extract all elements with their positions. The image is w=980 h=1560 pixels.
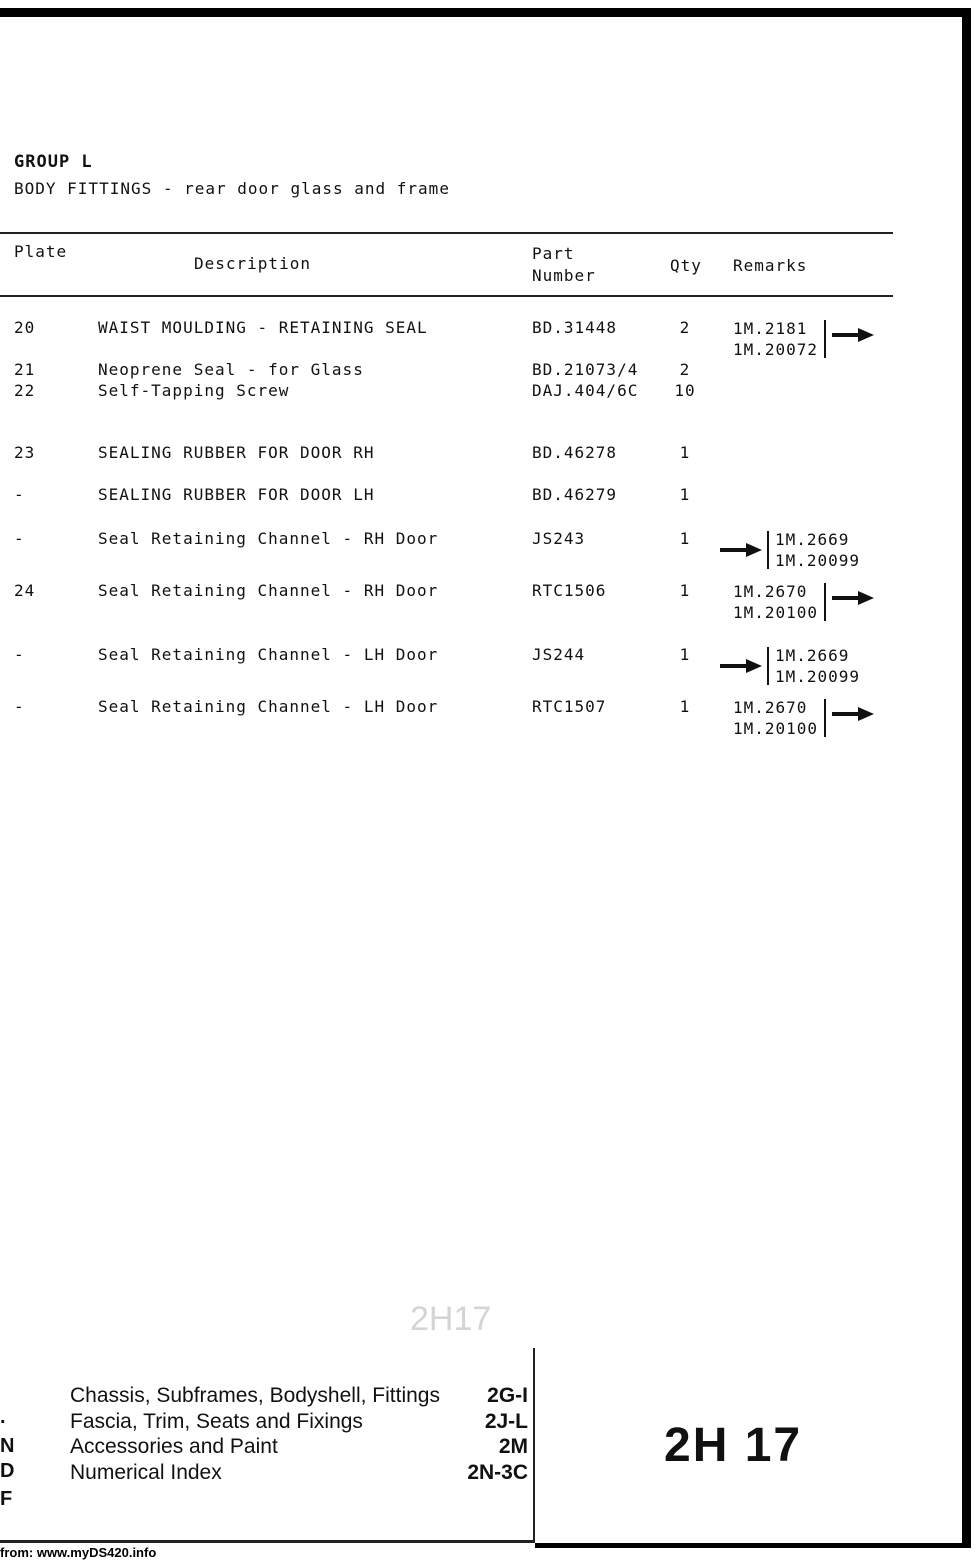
header-part-line1: Part xyxy=(532,244,575,263)
header-description: Description xyxy=(194,254,311,273)
cell-part-number: BD.46279 xyxy=(532,485,618,504)
cell-qty: 2 xyxy=(679,360,691,379)
table-row xyxy=(0,381,893,400)
table-row xyxy=(0,360,893,379)
cell-part-number: BD.31448 xyxy=(532,318,618,337)
header-remarks: Remarks xyxy=(733,256,808,275)
remark-line: 1M.20072 xyxy=(733,340,819,359)
cell-qty: 1 xyxy=(679,443,691,462)
arrow-right-icon xyxy=(832,328,874,342)
cell-remarks xyxy=(733,697,818,739)
cell-description: SEALING RUBBER FOR DOOR LH xyxy=(98,485,375,504)
cell-qty: 1 xyxy=(679,581,691,600)
cell-plate: 20 xyxy=(14,318,36,337)
arrow-right-icon xyxy=(832,591,874,605)
nav-item-code[interactable]: 2J-L xyxy=(484,1410,528,1433)
page-border-bottom xyxy=(535,1543,971,1548)
nav-item-label[interactable]: Fascia, Trim, Seats and Fixings xyxy=(70,1410,363,1433)
cell-part-number: JS243 xyxy=(532,529,586,548)
table-row xyxy=(0,529,893,570)
source-credit: from: www.myDS420.info xyxy=(0,1545,157,1560)
cell-qty: 10 xyxy=(674,381,696,400)
remarks-bracket xyxy=(824,583,826,621)
cell-qty: 1 xyxy=(679,485,691,504)
table-row xyxy=(0,318,893,359)
cell-plate: - xyxy=(14,645,25,664)
nav-item-code[interactable]: 2M xyxy=(498,1435,528,1458)
remark-line: 1M.20099 xyxy=(775,667,861,686)
remark-line: 1M.2669 xyxy=(775,530,850,549)
page-border-right xyxy=(962,8,971,1548)
arrow-right-icon xyxy=(720,543,762,557)
footer-divider xyxy=(533,1348,535,1543)
table-row xyxy=(0,581,893,622)
table-top-rule xyxy=(0,232,893,234)
side-index-letter: D xyxy=(0,1460,15,1482)
cell-remarks xyxy=(733,581,818,623)
group-title: GROUP L xyxy=(14,152,93,172)
cell-qty: 2 xyxy=(679,318,691,337)
cell-qty: 1 xyxy=(679,645,691,664)
remark-line: 1M.20100 xyxy=(733,603,819,622)
group-subtitle: BODY FITTINGS - rear door glass and frame xyxy=(14,179,450,198)
table-row xyxy=(0,697,893,738)
cell-plate: 22 xyxy=(14,381,36,400)
side-index-letter: N xyxy=(0,1435,15,1457)
arrow-right-icon xyxy=(720,659,762,673)
remarks-bracket xyxy=(824,320,826,358)
page-number: 2H 17 xyxy=(664,1419,803,1472)
page-border-top xyxy=(0,8,970,17)
remark-line: 1M.2670 xyxy=(733,582,808,601)
table-header-rule xyxy=(0,295,893,297)
cell-part-number: RTC1506 xyxy=(532,581,607,600)
cell-plate: 23 xyxy=(14,443,36,462)
nav-item-label[interactable]: Numerical Index xyxy=(70,1461,222,1484)
remarks-bracket xyxy=(767,531,769,569)
cell-description: Seal Retaining Channel - RH Door xyxy=(98,529,439,548)
header-qty: Qty xyxy=(670,256,702,275)
cell-plate: 24 xyxy=(14,581,36,600)
remarks-bracket xyxy=(767,647,769,685)
cell-description: Seal Retaining Channel - LH Door xyxy=(98,697,439,716)
cell-part-number: DAJ.404/6C xyxy=(532,381,639,400)
cell-plate: - xyxy=(14,697,25,716)
table-row xyxy=(0,485,893,504)
remark-line: 1M.2669 xyxy=(775,646,850,665)
cell-qty: 1 xyxy=(679,529,691,548)
table-row xyxy=(0,443,893,462)
cell-description: Self-Tapping Screw xyxy=(98,381,290,400)
cell-remarks xyxy=(775,645,860,687)
nav-item-code[interactable]: 2G-I xyxy=(487,1384,528,1407)
header-part-line2: Number xyxy=(532,266,596,285)
cell-plate: 21 xyxy=(14,360,36,379)
side-index-letter: . xyxy=(0,1406,6,1428)
cell-description: Seal Retaining Channel - LH Door xyxy=(98,645,439,664)
remark-line: 1M.2670 xyxy=(733,698,808,717)
nav-item-label[interactable]: Chassis, Subframes, Bodyshell, Fittings xyxy=(70,1384,440,1407)
cell-remarks xyxy=(775,529,860,571)
nav-item-label[interactable]: Accessories and Paint xyxy=(70,1435,278,1458)
cell-description: Seal Retaining Channel - RH Door xyxy=(98,581,439,600)
remarks-bracket xyxy=(824,699,826,737)
cell-plate: - xyxy=(14,529,25,548)
nav-item-code[interactable]: 2N-3C xyxy=(467,1461,528,1484)
header-plate: Plate xyxy=(14,242,68,261)
remark-line: 1M.20100 xyxy=(733,719,819,738)
cell-part-number: JS244 xyxy=(532,645,586,664)
table-row xyxy=(0,645,893,686)
arrow-right-icon xyxy=(832,707,874,721)
cell-description: Neoprene Seal - for Glass xyxy=(98,360,364,379)
cell-part-number: BD.21073/4 xyxy=(532,360,639,379)
remark-line: 1M.20099 xyxy=(775,551,861,570)
side-index-letter: F xyxy=(0,1488,13,1510)
cell-description: SEALING RUBBER FOR DOOR RH xyxy=(98,443,375,462)
cell-remarks xyxy=(733,318,818,360)
cell-qty: 1 xyxy=(679,697,691,716)
ghost-stamp: 2H17 xyxy=(410,1300,492,1338)
cell-plate: - xyxy=(14,485,25,504)
remark-line: 1M.2181 xyxy=(733,319,808,338)
cell-part-number: RTC1507 xyxy=(532,697,607,716)
page-border-bottom-left xyxy=(0,1540,535,1543)
cell-description: WAIST MOULDING - RETAINING SEAL xyxy=(98,318,428,337)
cell-part-number: BD.46278 xyxy=(532,443,618,462)
